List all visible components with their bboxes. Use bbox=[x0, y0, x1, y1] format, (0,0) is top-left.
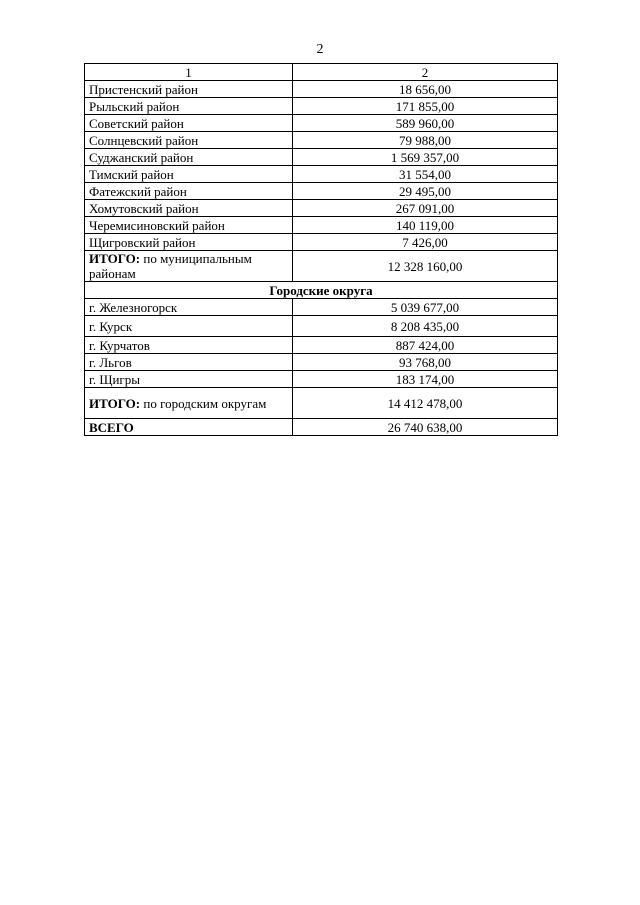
table-row bbox=[85, 115, 558, 132]
city-name: г. Железногорск bbox=[85, 299, 293, 316]
city-name: г. Курчатов bbox=[85, 337, 293, 354]
city-name: г. Щигры bbox=[85, 371, 293, 388]
table-row bbox=[85, 98, 558, 115]
table-row bbox=[85, 354, 558, 371]
district-name: Черемисиновский район bbox=[85, 217, 293, 234]
total-cities-value: 14 412 478,00 bbox=[293, 388, 558, 419]
table-row bbox=[85, 371, 558, 388]
total-cities-row bbox=[85, 388, 558, 419]
grand-total-row bbox=[85, 419, 558, 436]
district-name: Щигровский район bbox=[85, 234, 293, 251]
city-value: 93 768,00 bbox=[293, 354, 558, 371]
district-name: Хомутовский район bbox=[85, 200, 293, 217]
column-header-2: 2 bbox=[293, 64, 558, 81]
total-label-rest: по муниципальным районам bbox=[89, 251, 252, 281]
table-row bbox=[85, 337, 558, 354]
page-number: 2 bbox=[316, 42, 324, 57]
city-name: г. Курск bbox=[85, 316, 293, 337]
district-name: Рыльский район bbox=[85, 98, 293, 115]
budget-table bbox=[84, 63, 558, 436]
total-cities-label bbox=[85, 388, 293, 419]
table-row bbox=[85, 81, 558, 98]
city-name: г. Льгов bbox=[85, 354, 293, 371]
district-value: 267 091,00 bbox=[293, 200, 558, 217]
total-districts-row bbox=[85, 251, 558, 282]
district-value: 79 988,00 bbox=[293, 132, 558, 149]
total-label-bold: ИТОГО: bbox=[89, 395, 141, 411]
total-districts-value: 12 328 160,00 bbox=[293, 251, 558, 282]
section-header-row bbox=[85, 282, 558, 299]
district-value: 589 960,00 bbox=[293, 115, 558, 132]
table-row bbox=[85, 299, 558, 316]
district-value: 171 855,00 bbox=[293, 98, 558, 115]
city-value: 887 424,00 bbox=[293, 337, 558, 354]
district-name: Солнцевский район bbox=[85, 132, 293, 149]
district-value: 31 554,00 bbox=[293, 166, 558, 183]
grand-total-label: ВСЕГО bbox=[85, 419, 293, 436]
city-value: 8 208 435,00 bbox=[293, 316, 558, 337]
district-name: Фатежский район bbox=[85, 183, 293, 200]
table-row bbox=[85, 132, 558, 149]
district-value: 140 119,00 bbox=[293, 217, 558, 234]
district-name: Тимский район bbox=[85, 166, 293, 183]
table-row bbox=[85, 183, 558, 200]
city-value: 5 039 677,00 bbox=[293, 299, 558, 316]
total-districts-label bbox=[85, 251, 293, 282]
district-name: Советский район bbox=[85, 115, 293, 132]
district-value: 29 495,00 bbox=[293, 183, 558, 200]
total-label-rest: по городским округам bbox=[140, 395, 267, 411]
district-value: 18 656,00 bbox=[293, 81, 558, 98]
table-row bbox=[85, 166, 558, 183]
table-row bbox=[85, 217, 558, 234]
column-header-1: 1 bbox=[85, 64, 293, 81]
district-name: Суджанский район bbox=[85, 149, 293, 166]
table-row bbox=[85, 234, 558, 251]
table-row bbox=[85, 316, 558, 337]
section-header: Городские округа bbox=[85, 282, 558, 299]
total-label-bold: ИТОГО: bbox=[89, 251, 141, 266]
district-name: Пристенский район bbox=[85, 81, 293, 98]
grand-total-value: 26 740 638,00 bbox=[293, 419, 558, 436]
table-header-row bbox=[85, 64, 558, 81]
table-row bbox=[85, 200, 558, 217]
table-row bbox=[85, 149, 558, 166]
city-value: 183 174,00 bbox=[293, 371, 558, 388]
district-value: 1 569 357,00 bbox=[293, 149, 558, 166]
district-value: 7 426,00 bbox=[293, 234, 558, 251]
